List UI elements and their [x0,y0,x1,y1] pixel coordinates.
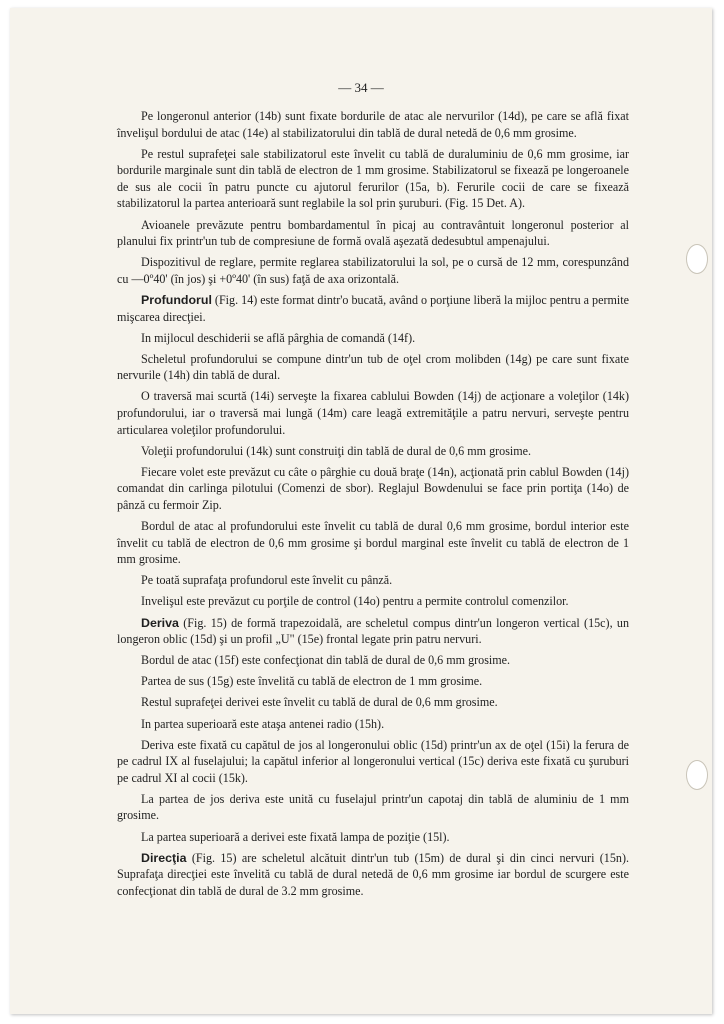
paragraph-text: Pe longeronul anterior (14b) sunt fixate bordurile de atac ale nervurilor (14d), pe care se află fixat învelişul bordului de atac (14e) al stabilizatorului din tablă de dural netedă de 0,6 mm grosime. [117,109,629,140]
paragraph-text: Pe restul suprafeţei sale stabilizatorul este învelit cu tablă de duraluminiu de 0,6 mm grosime, iar bordurile marginale sunt din tablă de electron de 1 mm grosime. Stabilizatorul se fixează pe longeroanele de sus ale cocii în patru puncte cu ajutorul ferurilor (15a, b). Ferurile cocii de care se fixează stabilizatorul la partea anterioară sunt reglabile la sol prin şuruburi. (Fig. 15 Det. A). [117,146,629,211]
paragraph [117,388,629,438]
paragraph-text: La partea de jos deriva este unită cu fuselajul printr'un capotaj din tablă de aluminiu de 1 mm grosime. [117,791,629,823]
paragraph [117,217,629,250]
paragraph-text: Fiecare volet este prevăzut cu câte o pârghie cu două braţe (14n), acţionată prin cablul Bowden (14j) comandat din carlinga pilotului (Comenzi de sbor). Reglajul Bowdenului se face prin portiţa (14o) de pânză cu fermoir Zip. [117,464,629,512]
paragraph [117,593,629,610]
section-heading: Direcţia [141,850,187,865]
paragraph-text: Bordul de atac al profundorului este învelit cu tablă de dural 0,6 mm grosime, bordul interior este învelit cu tablă de electron de 0,6 mm grosime şi bordul marginal este învelit cu tablă de electron de 1 mm grosime. [117,519,629,567]
paragraph [117,673,629,690]
paragraph-text: Avioanele prevăzute pentru bombardamentul în picaj au contravântuit longeronul posterior al planului fix printr'un tub de compresiune de formă ovală aşezată dedesubtul ampenajului. [117,217,629,249]
paragraph-text: Bordul de atac (15f) este confecţionat din tablă de dural de 0,6 mm grosime. [141,653,511,668]
paragraph [117,737,629,787]
paragraph [117,850,629,900]
paragraph [117,464,629,514]
paragraph-text: In partea superioară este ataşa antenei radio (15h). [141,716,385,731]
paragraph [117,652,629,669]
paragraph-text: (Fig. 15) are scheletul alcătuit dintr'un tub (15m) de dural şi din cinci nervuri (15n). Suprafaţa direcţiei este învelită cu tablă de dural netedă de 0,6 mm grosime iar bordul de scurgere este confecţionat din tablă de dural de 3.2 mm grosime. [117,850,629,898]
binder-hole [686,760,708,790]
paragraph-text: Deriva este fixată cu capătul de jos al longeronului oblic (15d) printr'un ax de oţel (15i) la ferura de pe cadrul IX al fuselajului; la capătul inferior al longeronului vertical (15c) deriva este fixată cu şuruburi pe cadrul XI al cocii (15k). [117,737,629,785]
paragraph [117,254,629,287]
paragraph [117,829,629,846]
paragraph-text: Scheletul profundorului se compune dintr'un tub de oţel crom molibden (14g) pe care sunt fixate nervurile (14h) din tablă de dural. [117,351,629,383]
paragraph [117,108,629,141]
paragraph-text: Voleţii profundorului (14k) sunt construiţi din tablă de dural de 0,6 mm grosime. [141,443,532,458]
page-number: — 34 — [338,80,384,95]
paragraph [117,330,629,347]
paragraph-text: (Fig. 14) este format dintr'o bucată, având o porţiune liberă la mijloc pentru a permite mişcarea direcţiei. [117,292,629,324]
paragraph-text: Pe toată suprafaţa profundorul este învelit cu pânză. [141,573,393,588]
paragraph [117,716,629,733]
paragraph-text: Invelişul este prevăzut cu porţile de control (14o) pentru a permite controlul comenzilor. [141,594,569,609]
paragraph [117,572,629,589]
body-text [117,108,629,904]
paragraph-text: Partea de sus (15g) este învelită cu tablă de electron de 1 mm grosime. [141,674,483,689]
paragraph-text: Dispozitivul de reglare, permite reglarea stabilizatorului la sol, pe o cursă de 12 mm, corespunzând cu —0º40' (în jos) şi +0º40' (în sus) faţă de axa orizontală. [117,255,629,286]
paragraph [117,292,629,325]
page-sheet [10,8,712,1014]
section-heading: Profundorul [141,292,212,307]
paragraph-text: (Fig. 15) de formă trapezoidală, are scheletul compus dintr'un longeron vertical (15c), un longeron oblic (15d) şi un profil „U" (15e) frontal legate prin patru nervuri. [117,615,629,647]
paragraph-text: Restul suprafeţei derivei este învelit cu tablă de dural de 0,6 mm grosime. [141,695,498,710]
section-heading: Deriva [141,615,179,630]
paragraph [117,443,629,460]
paragraph-text: In mijlocul deschiderii se află pârghia de comandă (14f). [141,330,416,345]
paragraph [117,351,629,384]
paragraph [117,694,629,711]
paragraph-text: O traversă mai scurtă (14i) serveşte la fixarea cablului Bowden (14j) de acţionare a voleţilor (14k) profundorului, iar o traversă mai lungă (14m) care leagă extremităţile a patru nervuri, serveşte pentru articularea voleţilor profundorului. [117,389,629,437]
paragraph [117,146,629,212]
paragraph [117,791,629,824]
paragraph [117,615,629,648]
paragraph-text: La partea superioară a derivei este fixată lampa de poziţie (15l). [141,829,450,844]
binder-hole [686,244,708,274]
paragraph [117,518,629,568]
